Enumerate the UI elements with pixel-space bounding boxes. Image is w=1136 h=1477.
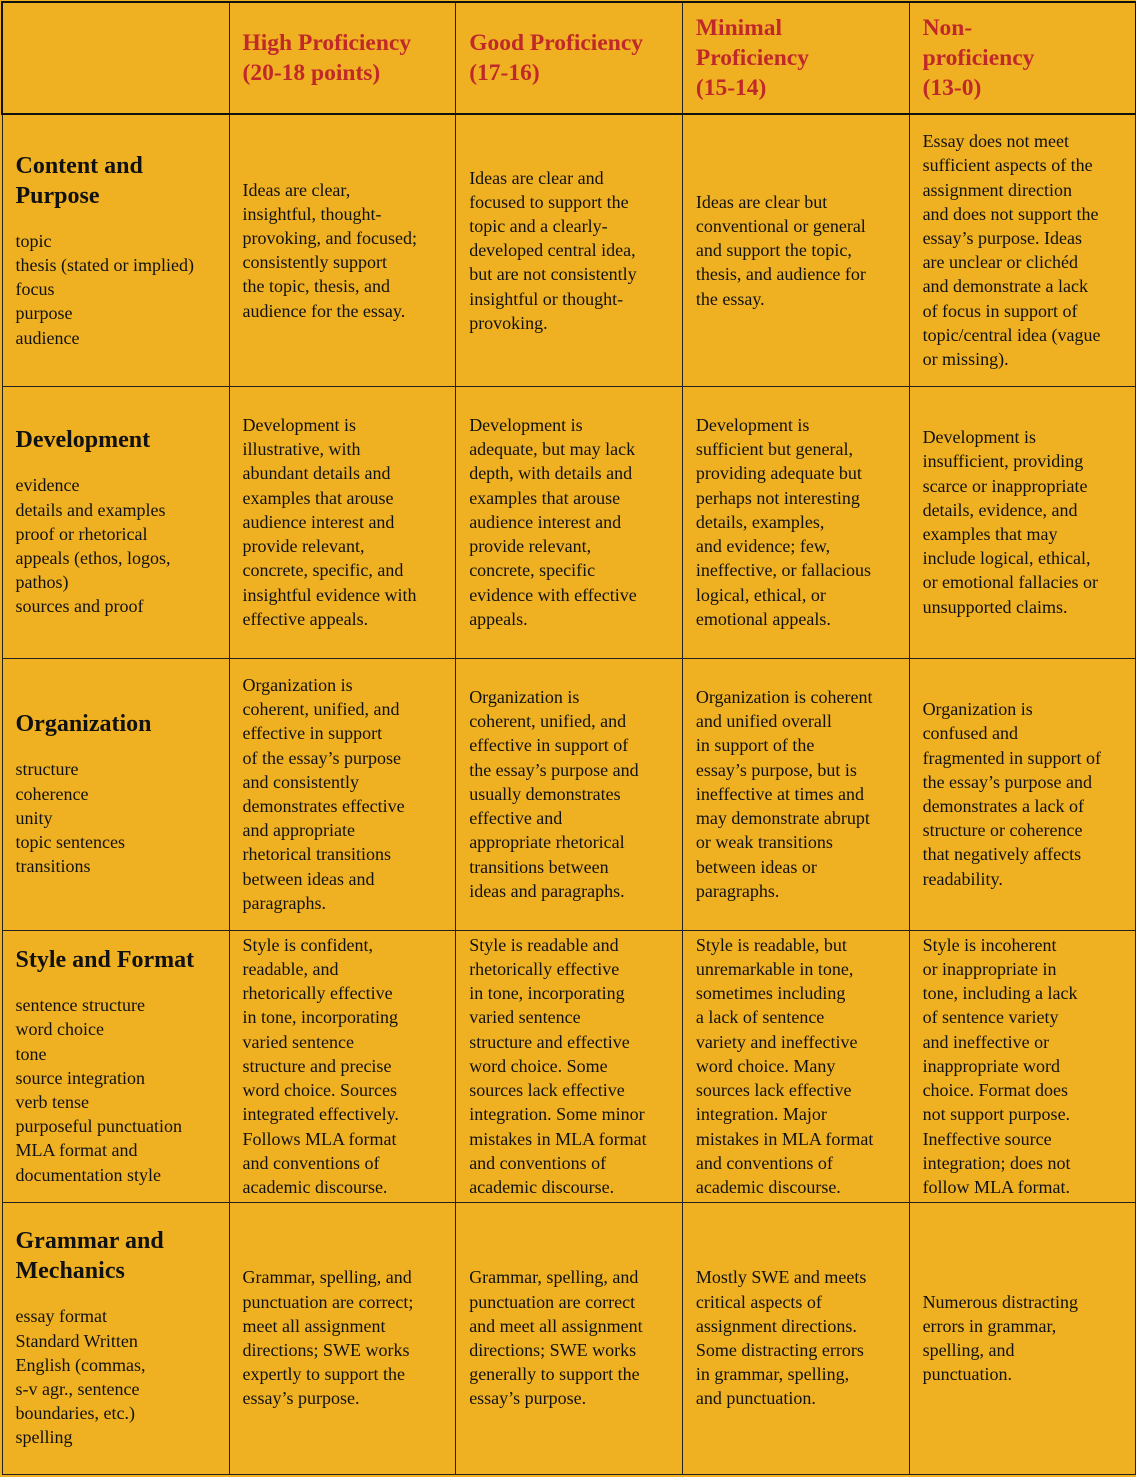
descriptor-cell-high-proficiency — [229, 386, 456, 658]
header-high-proficiency — [229, 2, 456, 114]
header-empty-cell — [2, 2, 229, 114]
descriptor-cell-minimal-proficiency — [682, 386, 909, 658]
descriptor-cell-high-proficiency — [229, 1202, 456, 1474]
header-non-proficiency — [909, 2, 1136, 114]
descriptor-cell-high-proficiency — [229, 114, 456, 386]
criterion-items — [16, 473, 217, 618]
criterion-item: pathos) — [15, 572, 69, 593]
criterion-cell — [2, 658, 229, 930]
descriptor-cell-high-proficiency — [229, 658, 456, 930]
descriptor-text: Organization is confused and fragmented in support of the essay’s purpose and demonstrates a lack of structure or coherence that negatively affects readability. — [922, 699, 1102, 889]
descriptor-cell-minimal-proficiency — [682, 930, 909, 1202]
descriptor-cell-minimal-proficiency — [682, 1202, 909, 1474]
rubric-row — [2, 386, 1136, 658]
criterion-item: word choice — [15, 1019, 104, 1040]
rubric-row — [2, 930, 1136, 1202]
header-label: Minimal Proficiency (15-14) — [695, 15, 809, 101]
descriptor-cell-good-proficiency — [456, 930, 683, 1202]
criterion-title: Organization — [15, 711, 152, 738]
descriptor-text: Numerous distracting errors in grammar, spelling, and punctuation. — [922, 1291, 1079, 1385]
criterion-item: topic sentences — [15, 832, 125, 853]
criterion-title: Style and Format — [15, 947, 195, 974]
descriptor-cell-non-proficiency — [909, 114, 1136, 386]
criterion-cell — [2, 386, 229, 658]
descriptor-text: Organization is coherent, unified, and effective in support of the essay’s purpose and consistently demonstrates effective and appropriate rhetorical transitions between ideas and paragraphs. — [242, 674, 405, 913]
descriptor-text: Style is readable and rhetorically effective in tone, incorporating varied sentence structure and effective word choice. Some sources lack effective integration. Some minor mistakes in MLA format and conventions of academic discourse. — [469, 934, 647, 1197]
descriptor-cell-non-proficiency — [909, 930, 1136, 1202]
criterion-item: spelling — [15, 1427, 73, 1448]
criterion-cell — [2, 930, 229, 1202]
criterion-item: thesis (stated or implied) — [15, 254, 194, 275]
rubric-row — [2, 1202, 1136, 1474]
descriptor-cell-good-proficiency — [456, 386, 683, 658]
descriptor-text: Ideas are clear and focused to support the topic and a clearly- developed central idea, but are not consistently insightful or thought- provoking. — [469, 167, 637, 333]
rubric-header — [2, 2, 1136, 114]
descriptor-text: Development is adequate, but may lack depth, with details and examples that arouse audience interest and provide relevant, concrete, specific evidence with effective appeals. — [469, 415, 637, 629]
descriptor-cell-non-proficiency — [909, 1202, 1136, 1474]
criterion-item: proof or rhetorical — [15, 523, 148, 544]
criterion-item: audience — [15, 327, 80, 348]
rubric-table — [1, 1, 1136, 1475]
descriptor-text: Style is confident, readable, and rhetorically effective in tone, incorporating varied sentence structure and precise word choice. Sources integrated effectively. Follows MLA format and conventions of academic discourse. — [242, 934, 399, 1197]
descriptor-text: Mostly SWE and meets critical aspects of assignment directions. Some distracting errors in grammar, spelling, and punctuation. — [695, 1267, 867, 1409]
descriptor-cell-non-proficiency — [909, 386, 1136, 658]
header-minimal-proficiency — [682, 2, 909, 114]
header-label: High Proficiency (20-18 points) — [242, 30, 412, 86]
criterion-item: boundaries, etc.) — [15, 1403, 135, 1424]
criterion-title: Development — [15, 427, 151, 454]
criterion-item: essay format — [15, 1306, 107, 1327]
criterion-title: Grammar and Mechanics — [15, 1228, 164, 1285]
criterion-item: focus — [15, 279, 55, 300]
descriptor-text: Development is sufficient but general, providing adequate but perhaps not interesting details, examples, and evidence; few, ineffective, or fallacious logical, ethical, or emotional appeals. — [695, 415, 871, 629]
header-label: Non- proficiency (13-0) — [922, 15, 1035, 101]
descriptor-cell-good-proficiency — [456, 1202, 683, 1474]
descriptor-text: Development is illustrative, with abundant details and examples that arouse audience interest and provide relevant, concrete, specific, and insightful evidence with effective appeals. — [242, 415, 417, 629]
descriptor-cell-good-proficiency — [456, 658, 683, 930]
criterion-item: s-v agr., sentence — [15, 1379, 140, 1399]
criterion-item: tone — [15, 1043, 47, 1064]
criterion-title: Content and Purpose — [15, 152, 143, 209]
descriptor-text: Essay does not meet sufficient aspects of the assignment direction and does not support the essay’s purpose. Ideas are unclear or clichéd and demonstrate a lack of focus in support of topic/central idea (vague or missing). — [922, 131, 1101, 370]
descriptor-text: Organization is coherent and unified overall in support of the essay’s purpose, but is ineffective at times and may demonstrate abrupt or weak transitions between ideas or paragraphs. — [695, 687, 873, 901]
criterion-items — [16, 993, 217, 1187]
rubric-row — [2, 658, 1136, 930]
criterion-item: source integration — [15, 1067, 145, 1088]
criterion-items — [16, 1304, 217, 1449]
rubric-row — [2, 114, 1136, 386]
criterion-items — [16, 229, 217, 350]
criterion-item: topic — [15, 230, 52, 251]
criterion-item: documentation style — [15, 1164, 161, 1185]
criterion-item: purposeful punctuation — [15, 1116, 182, 1137]
criterion-item: verb tense — [15, 1092, 89, 1112]
criterion-item: transitions — [15, 856, 91, 877]
criterion-item: appeals (ethos, logos, — [15, 548, 171, 568]
criterion-items — [16, 757, 217, 878]
descriptor-text: Grammar, spelling, and punctuation are correct; meet all assignment directions; SWE works expertly to support the essay’s purpose. — [242, 1267, 414, 1409]
descriptor-text: Style is incoherent or inappropriate in tone, including a lack of sentence variety and ineffective or inappropriate word choice. Format does not support purpose. Ineffective source integration; does not follow MLA format. — [922, 934, 1078, 1197]
criterion-item: Standard Written — [15, 1330, 138, 1351]
criterion-item: sources and proof — [15, 596, 144, 617]
criterion-item: evidence — [15, 475, 80, 496]
criterion-item: details and examples — [15, 499, 166, 520]
descriptor-text: Style is readable, but unremarkable in tone, sometimes including a lack of sentence variety and ineffective word choice. Many sources lack effective integration. Major mistakes in MLA format and conventions of academic discourse. — [695, 934, 874, 1197]
criterion-item: coherence — [15, 783, 89, 804]
descriptor-text: Development is insufficient, providing scarce or inappropriate details, evidence, and examples that may include logical, ethical, or emotional fallacies or unsupported claims. — [922, 427, 1098, 617]
descriptor-text: Organization is coherent, unified, and effective in support of the essay’s purpose and usually demonstrates effective and appropriate rhetorical transitions between ideas and paragraphs. — [469, 687, 639, 901]
criterion-item: purpose — [15, 303, 73, 324]
header-label: Good Proficiency (17-16) — [469, 30, 644, 86]
descriptor-cell-minimal-proficiency — [682, 658, 909, 930]
criterion-cell — [2, 1202, 229, 1474]
criterion-item: unity — [15, 807, 53, 828]
header-good-proficiency — [456, 2, 683, 114]
descriptor-cell-non-proficiency — [909, 658, 1136, 930]
descriptor-text: Ideas are clear but conventional or general and support the topic, thesis, and audience for the essay. — [695, 191, 866, 309]
descriptor-cell-minimal-proficiency — [682, 114, 909, 386]
descriptor-text: Grammar, spelling, and punctuation are correct and meet all assignment directions; SWE works generally to support the essay’s purpose. — [469, 1267, 643, 1409]
descriptor-cell-good-proficiency — [456, 114, 683, 386]
descriptor-cell-high-proficiency — [229, 930, 456, 1202]
criterion-item: structure — [15, 759, 79, 780]
criterion-item: English (commas, — [15, 1354, 146, 1375]
criterion-item: sentence structure — [15, 995, 145, 1016]
descriptor-text: Ideas are clear, insightful, thought- provoking, and focused; consistently support the topic, thesis, and audience for the essay. — [242, 179, 417, 321]
criterion-cell — [2, 114, 229, 386]
criterion-item: MLA format and — [15, 1140, 138, 1161]
